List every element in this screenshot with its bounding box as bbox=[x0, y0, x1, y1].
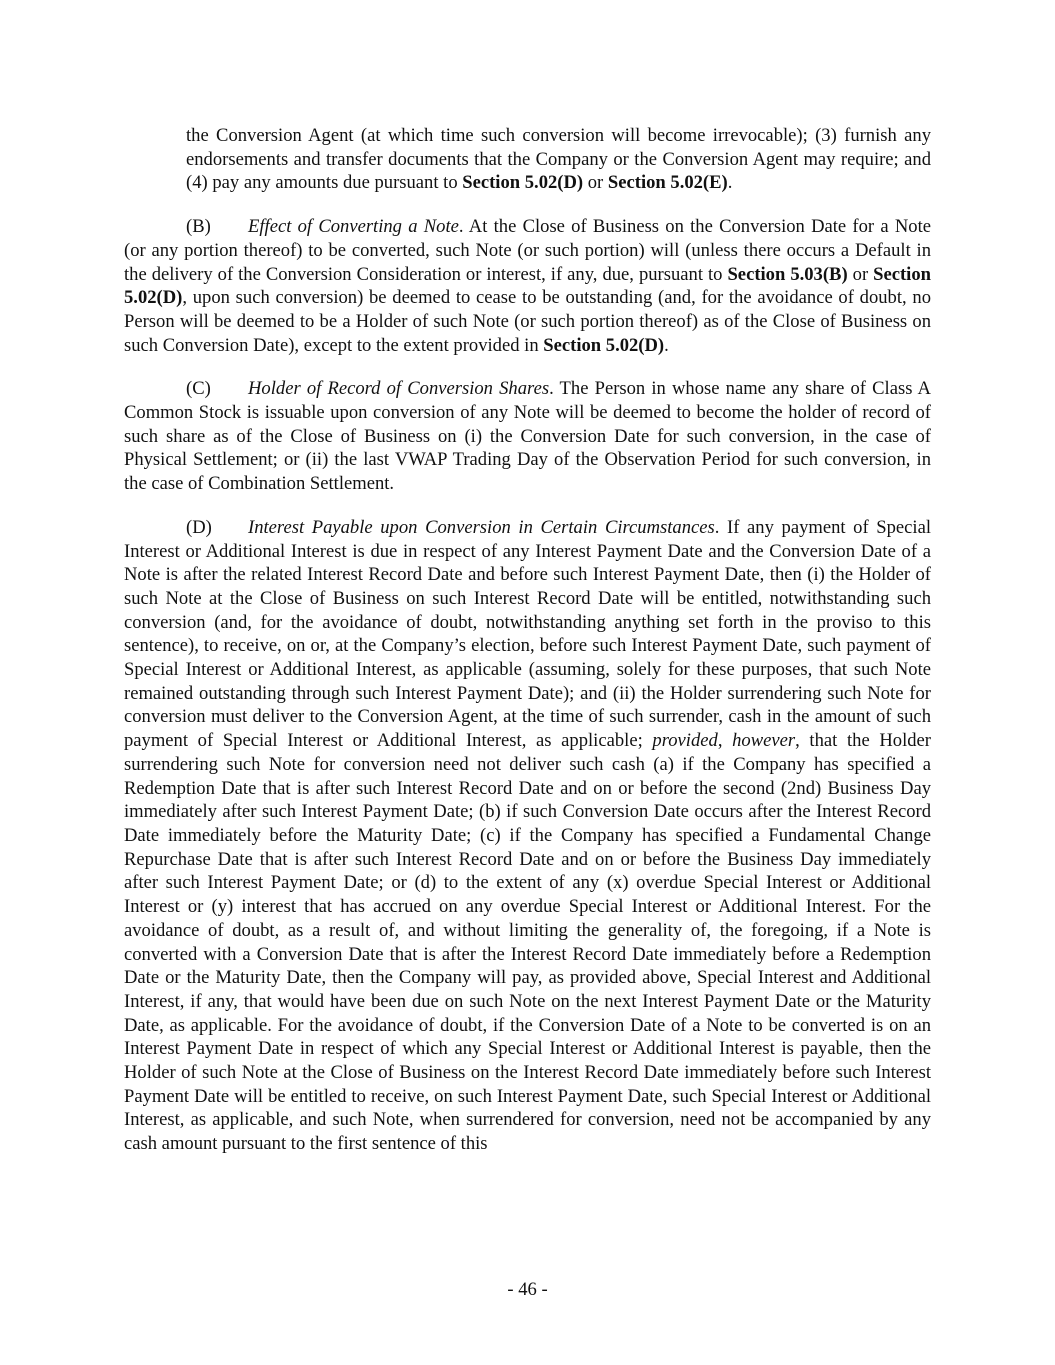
section-reference: Section 5.02(D) bbox=[543, 334, 665, 356]
paragraph-label: (C) bbox=[186, 378, 211, 400]
text-run: . If any payment of Special Interest or Additional Interest is due in respect of any Interest Payment Date and the Conversion Date of a Note is after the related Interest Record Date and before such Interest Payment Date, then (i) the Holder of such Note at the Close of Business on such Interest Record Date will be entitled, notwithstanding such conversion (and, for the avoidance of doubt, notwithstanding anything set forth in the proviso to this sentence), to receive, on or, at the Company’s election, before such Interest Payment Date, such payment of Special Interest or Additional Interest, as applicable (assuming, solely for these purposes, that such Note remained outstanding through such Interest Payment Date); and (ii) the Holder surrendering such Note for conversion must deliver to the Conversion Agent, at the time of such surrender, cash in the amount of such payment of Special Interest or Additional Interest, as applicable; bbox=[124, 516, 931, 752]
text-run: the Conversion Agent (at which time such conversion will become irrevocable); (3) furnish any endorsements and transfer documents that the Company or the Conversion Agent may require; and (4) pay any amounts due pursuant to bbox=[186, 125, 931, 194]
paragraph-heading: Effect of Converting a Note bbox=[248, 216, 459, 238]
paragraph-heading: Holder of Record of Conversion Shares bbox=[248, 378, 550, 400]
text-run: . bbox=[664, 334, 669, 356]
paragraph-b bbox=[124, 215, 931, 357]
text-run: . At the Close of Business on the Conversion Date for a Note (or any portion thereof) to be converted, such Note (or such portion) will (unless there occurs a Default in the delivery of the Conversion Consideration or interest, if any, due, pursuant to bbox=[124, 216, 931, 285]
text-run: or bbox=[847, 263, 874, 285]
continuation-paragraph bbox=[124, 124, 931, 195]
text-run: or bbox=[583, 172, 608, 194]
section-reference: Section 5.02(D) bbox=[462, 172, 584, 194]
paragraph-c bbox=[124, 377, 931, 496]
text-run: . bbox=[727, 172, 733, 194]
paragraph-label: (B) bbox=[186, 216, 211, 238]
document-page bbox=[124, 124, 931, 1176]
section-reference: Section 5.02(D) bbox=[124, 263, 931, 309]
text-run: . The Person in whose name any share of Class A Common Stock is issuable upon conversion of any Note will be deemed to become the holder of record of such share as of the Close of Business on (i) the Conversion Date for such conversion, in the case of Physical Settlement; or (ii) the last VWAP Trading Day of the Observation Period for such conversion, in the case of Combination Settlement. bbox=[124, 378, 931, 495]
text-run: , that the Holder surrendering such Note for conversion need not deliver such cash (a) if the Company has specified a Redemption Date that is after such Interest Record Date and on or before the second (2nd) Business Day immediately after such Interest Payment Date; (b) if such Conversion Date occurs after the Interest Record Date immediately before the Maturity Date; (c) if the Company has specified a Fundamental Change Repurchase Date that is after such Interest Record Date and on or before the Business Day immediately after such Interest Payment Date; or (d) to the extent of any (x) overdue Special Interest or Additional Interest or (y) interest that has accrued on any overdue Special Interest or Additional Interest. For the avoidance of doubt, as a result of, and without limiting the generality of, the foregoing, if a Note is converted with a Conversion Date that is after the Interest Record Date immediately before a Redemption Date or the Maturity Date, then the Company will pay, as provided above, Special Interest and Additional Interest, if any, that would have been due on such Note on the next Interest Payment Date or the Maturity Date, as applicable. For the avoidance of doubt, if the Conversion Date of a Note to be converted is on an Interest Payment Date in respect of which any Special Interest or Additional Interest is payable, then the Holder of such Note at the Close of Business on the Interest Record Date immediately before such Interest Payment Date will be entitled to receive, on such Interest Payment Date, such Special Interest or Additional Interest, as applicable, and such Note, when surrendered for conversion, need not be accompanied by any cash amount pursuant to the first sentence of this bbox=[124, 730, 931, 1155]
section-reference: Section 5.03(B) bbox=[727, 263, 848, 285]
text-run: , upon such conversion) be deemed to cease to be outstanding (and, for the avoidance of doubt, no Person will be deemed to be a Holder of such Note (or such portion thereof) as of the Close of Business on such Conversion Date), except to the extent provided in bbox=[124, 287, 931, 356]
paragraph-d bbox=[124, 516, 931, 1156]
page-number: - 46 - bbox=[507, 1279, 548, 1300]
section-reference: Section 5.02(E) bbox=[607, 172, 728, 194]
text-run: , bbox=[717, 730, 733, 752]
paragraph-label: (D) bbox=[186, 516, 212, 538]
italic-term: however bbox=[732, 730, 796, 752]
italic-term: provided bbox=[652, 730, 718, 752]
paragraph-heading: Interest Payable upon Conversion in Certain Circumstances bbox=[248, 516, 715, 538]
